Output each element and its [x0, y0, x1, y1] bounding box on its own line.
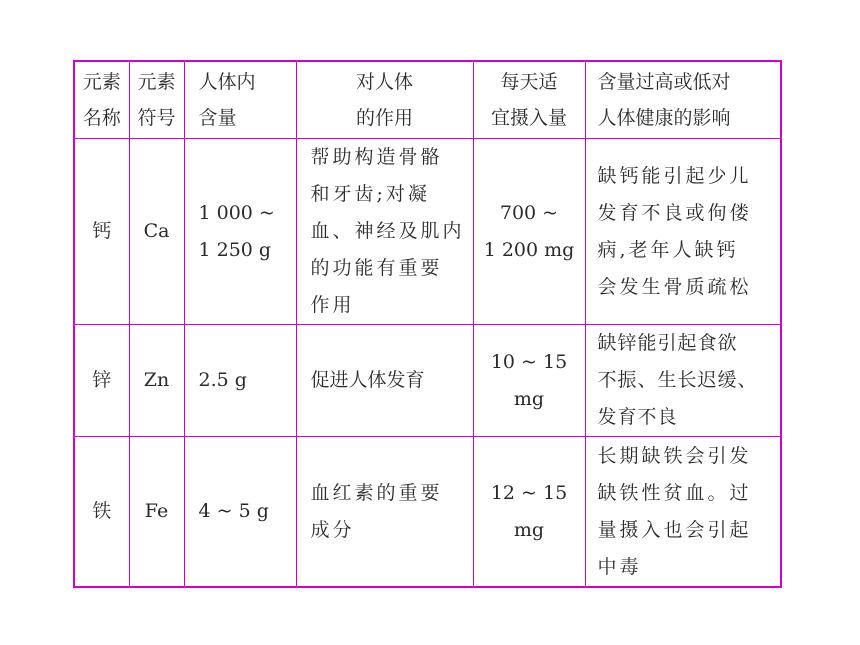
header-line: 含量	[198, 107, 237, 129]
daily-intake-cell	[473, 139, 585, 325]
header-line: 的作用	[355, 107, 413, 129]
cell-line: 12 ~ 15 mg	[490, 481, 568, 541]
cell-line: 促进人体发育	[310, 369, 425, 391]
header-line: 人体健康的影响	[597, 107, 731, 129]
cell-line: 1 250 g	[198, 238, 272, 261]
header-health-impact	[585, 61, 781, 139]
table-row	[74, 139, 781, 325]
health-impact-cell	[585, 325, 781, 437]
header-line: 符号	[137, 107, 176, 129]
header-element-name	[74, 61, 129, 139]
header-line: 名称	[82, 107, 121, 129]
effect-cell	[296, 437, 473, 588]
cell-line: 的功能有重要	[310, 257, 443, 279]
cell-line: 700 ~	[499, 201, 559, 224]
cell-line: 作用	[310, 294, 355, 316]
header-daily-intake	[473, 61, 585, 139]
header-line: 每天适	[500, 71, 558, 93]
daily-intake-cell	[473, 325, 585, 437]
element-symbol-cell: Zn	[129, 325, 184, 437]
cell-line: 会发生骨质疏松	[597, 275, 752, 298]
cell-line: 量摄入也会引起	[597, 518, 752, 541]
element-symbol-cell: Ca	[129, 139, 184, 325]
health-impact-cell	[585, 139, 781, 325]
header-body-content	[184, 61, 296, 139]
header-row	[74, 61, 781, 139]
header-element-symbol	[129, 61, 184, 139]
cell-line: 中毒	[597, 555, 642, 578]
header-effect	[296, 61, 473, 139]
header-line: 元素	[137, 71, 176, 93]
cell-line: 缺锌能引起食欲	[597, 332, 738, 354]
table-row	[74, 437, 781, 588]
effect-cell	[296, 139, 473, 325]
cell-line: 长期缺铁会引发	[597, 444, 752, 467]
cell-line: 10 ~ 15 mg	[490, 350, 568, 410]
cell-line: 缺铁性贫血。过	[597, 481, 752, 504]
cell-line: 1 200 mg	[483, 238, 575, 261]
cell-line: 发育不良	[597, 406, 678, 428]
health-impact-cell	[585, 437, 781, 588]
cell-line: 发育不良或佝偻	[597, 201, 752, 224]
header-line: 宜摄入量	[490, 107, 567, 129]
cell-line: 缺钙能引起少儿	[597, 164, 752, 187]
cell-line: 1 000 ~	[198, 201, 275, 224]
cell-line: 病,老年人缺钙	[597, 238, 739, 261]
header-line: 元素	[82, 71, 121, 93]
cell-line: 4 ~ 5 g	[198, 500, 269, 522]
cell-line: 帮助构造骨骼	[310, 146, 443, 168]
header-line: 对人体	[355, 71, 413, 93]
header-line: 含量过高或低对	[597, 71, 731, 93]
header-line: 人体内	[198, 71, 256, 93]
cell-line: 2.5 g	[198, 369, 247, 391]
cell-line: 成分	[310, 518, 355, 541]
element-symbol-cell: Fe	[129, 437, 184, 588]
daily-intake-cell	[473, 437, 585, 588]
body-content-cell	[184, 325, 296, 437]
element-name-cell: 钙	[74, 139, 129, 325]
effect-cell	[296, 325, 473, 437]
body-content-cell	[184, 139, 296, 325]
cell-line: 不振、生长迟缓、	[597, 369, 758, 391]
cell-line: 和牙齿;对凝	[310, 183, 430, 205]
body-content-cell	[184, 437, 296, 588]
cell-line: 血、神经及肌内	[310, 220, 465, 242]
element-name-cell: 铁	[74, 437, 129, 588]
table-row	[74, 325, 781, 437]
cell-line: 血红素的重要	[310, 481, 443, 504]
element-name-cell: 锌	[74, 325, 129, 437]
element-table	[73, 60, 782, 588]
